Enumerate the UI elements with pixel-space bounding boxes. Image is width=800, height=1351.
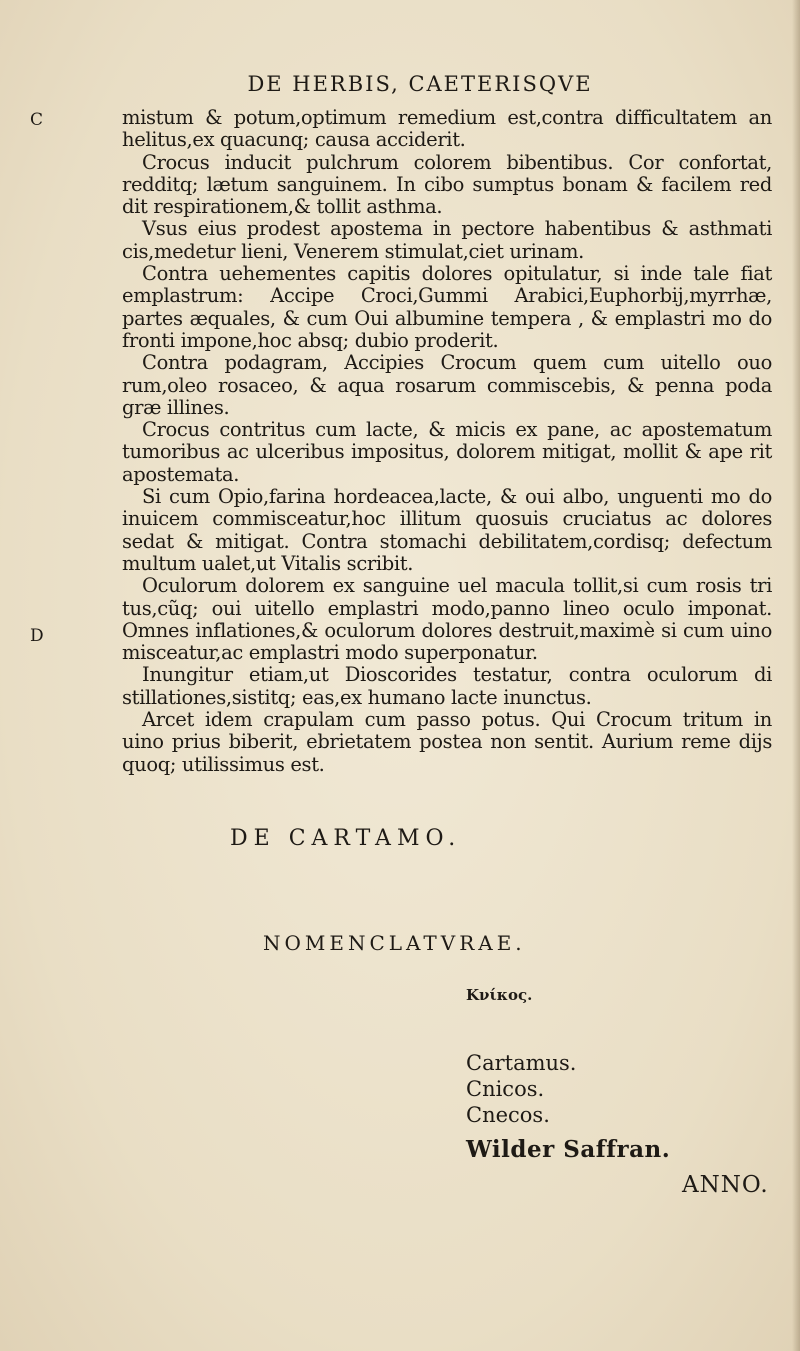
paragraph: Si cum Opio,farina hordeacea,lacte, & oui albo, unguenti mo do inuicem commisceatur,hoc illitum quosuis cruciatus ac dolores sedat & mitigat. Contra stomachi debilitatem,cordisq; defectum multum ualet,ut Vitalis scribit. bbox=[122, 485, 772, 575]
latin-name: Cnicos. bbox=[466, 1077, 545, 1101]
paragraph: Arcet idem crapulam cum passo potus. Qui Crocum tritum in uino prius biberit, ebrietatem postea non sentit. Aurium reme dijs quoq; utilissimus est. bbox=[122, 708, 772, 776]
paragraph: Oculorum dolorem ex sanguine uel macula tollit,si cum rosis tri tus,cũq; oui uitello emplastri modo,panno lineo oculo imponat. Omnes inflationes,& oculorum dolores destruit,maximè si cum uino misceatur,ac emplastri modo superponatur. bbox=[122, 574, 772, 665]
paragraph: Contra podagram, Accipies Crocum quem cum uitello ouo rum,oleo rosaceo, & aqua rosarum commiscebis, & penna poda græ illines. bbox=[122, 351, 772, 419]
greek-name: Κνίκος. bbox=[466, 986, 533, 1004]
latin-name: Cnecos. bbox=[466, 1103, 550, 1127]
margin-letter-c: C bbox=[30, 110, 44, 130]
running-head: DE HERBIS, CAETERISQVE bbox=[247, 72, 593, 96]
catchword: ANNO. bbox=[682, 1172, 769, 1198]
paragraph: Vsus eius prodest apostema in pectore habentibus & asthmati cis,medetur lieni, Venerem stimulat,ciet urinam. bbox=[122, 217, 772, 263]
paragraph: Crocus inducit pulchrum colorem bibentibus. Cor confortat, redditq; lætum sanguinem. In cibo sumptus bonam & facilem red dit respirationem,& tollit asthma. bbox=[122, 150, 772, 219]
chapter-title: DE CARTAMO. bbox=[230, 826, 462, 851]
paragraph: Inungitur etiam,ut Dioscorides testatur, contra oculorum di stillationes,sistitq; eas,ex humano lacte inunctus. bbox=[122, 663, 772, 709]
latin-names-list bbox=[466, 1050, 576, 1128]
page-edge-shadow bbox=[792, 0, 800, 1351]
nomenclature-heading: NOMENCLATVRAE. bbox=[263, 931, 526, 955]
paragraph: mistum & potum,optimum remedium est,contra difficultatem an helitus,ex quacunq; causa acciderit. bbox=[122, 106, 772, 152]
margin-letter-d: D bbox=[30, 626, 44, 646]
latin-name: Cartamus. bbox=[466, 1051, 577, 1075]
german-name: Wilder Saffran. bbox=[466, 1136, 671, 1163]
paragraph: Contra uehementes capitis dolores opitulatur, si inde tale fiat emplastrum: Accipe Croci,Gummi Arabici,Euphorbij,myrrhæ, partes æquales, & cum Oui albumine tempera , & emplastri mo do fronti impone,hoc absq; dubio proderit. bbox=[122, 262, 772, 352]
body-text bbox=[122, 107, 772, 776]
paragraph: Crocus contritus cum lacte, & micis ex pane, ac apostematum tumoribus ac ulceribus impositus, dolorem mitigat, mollit & ape rit apostemata. bbox=[122, 418, 772, 486]
